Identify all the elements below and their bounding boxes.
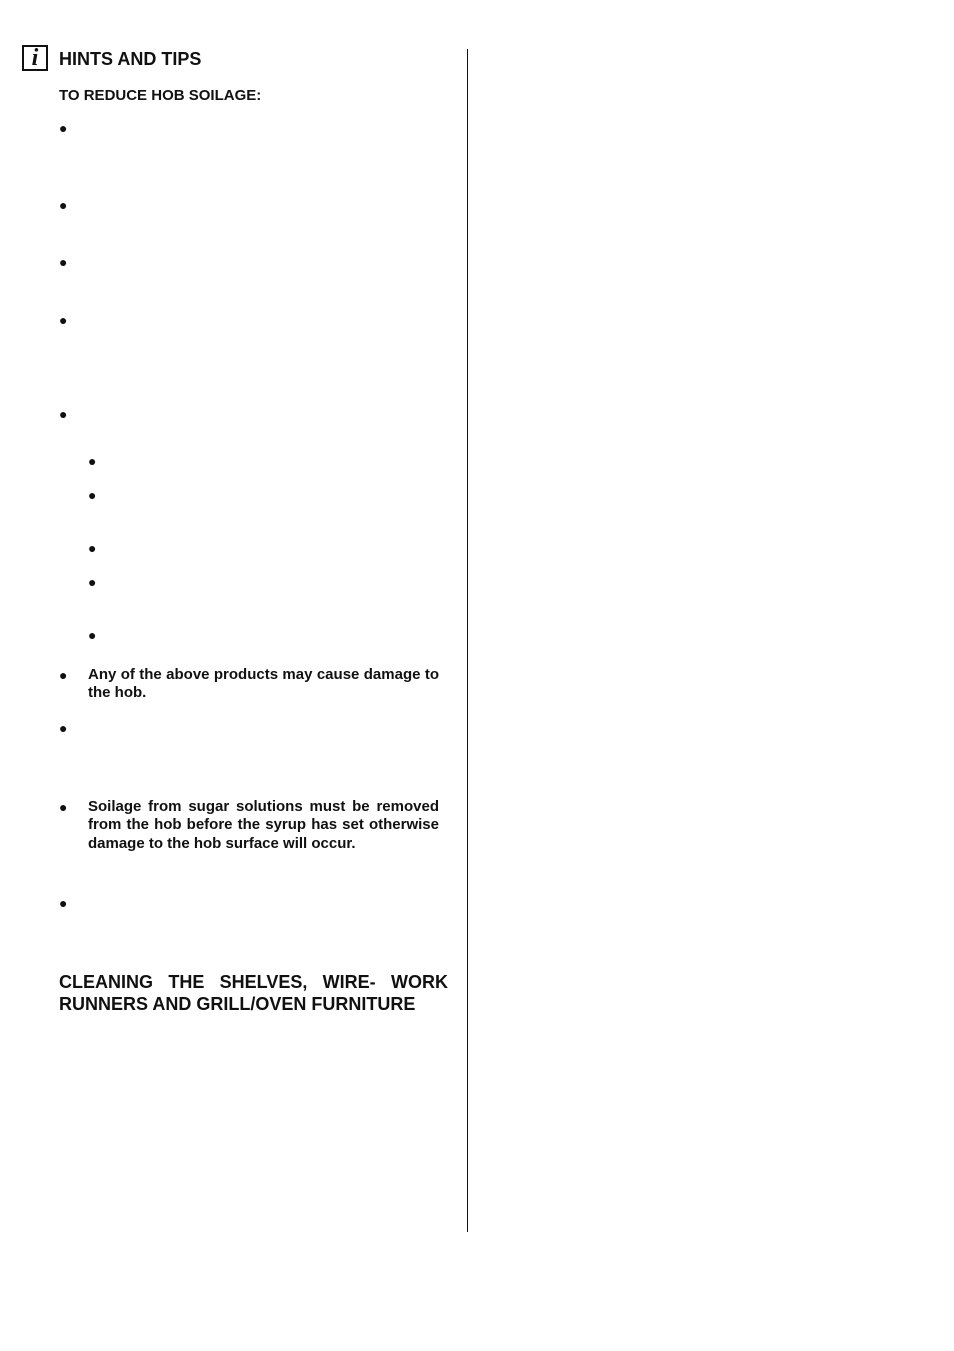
bullet-icon: ● [59,197,68,213]
nested-bullet-icon: ● [88,627,97,643]
nested-bullet-icon: ● [88,540,97,556]
bullet-icon: ● [59,312,68,328]
bullet-icon: ● [59,120,68,136]
bullet-icon: ● [59,720,68,736]
nested-bullet-icon: ● [88,574,97,590]
bullet-icon: ● [59,799,68,815]
list-item-sugar-warning: Soilage from sugar solutions must be removed from the hob before the syrup has set otherwise damage to the hob surface will occur. [88,798,439,852]
info-icon [22,45,48,71]
bullet-icon: ● [59,406,68,422]
section-subtitle: TO REDUCE HOB SOILAGE: [59,87,262,104]
nested-bullet-icon: ● [88,453,97,469]
info-icon-glyph: i [31,44,39,71]
column-divider [467,49,468,1232]
list-item-products-warning: Any of the above products may cause damage to the hob. [88,666,439,702]
bullet-icon: ● [59,895,68,911]
bullet-icon: ● [59,254,68,270]
bullet-icon: ● [59,667,68,683]
cleaning-section-heading: CLEANING THE SHELVES, WIRE- WORK RUNNERS AND GRILL/OVEN FURNITURE [59,972,448,1014]
nested-bullet-icon: ● [88,487,97,503]
page-title: HINTS AND TIPS [59,49,202,69]
